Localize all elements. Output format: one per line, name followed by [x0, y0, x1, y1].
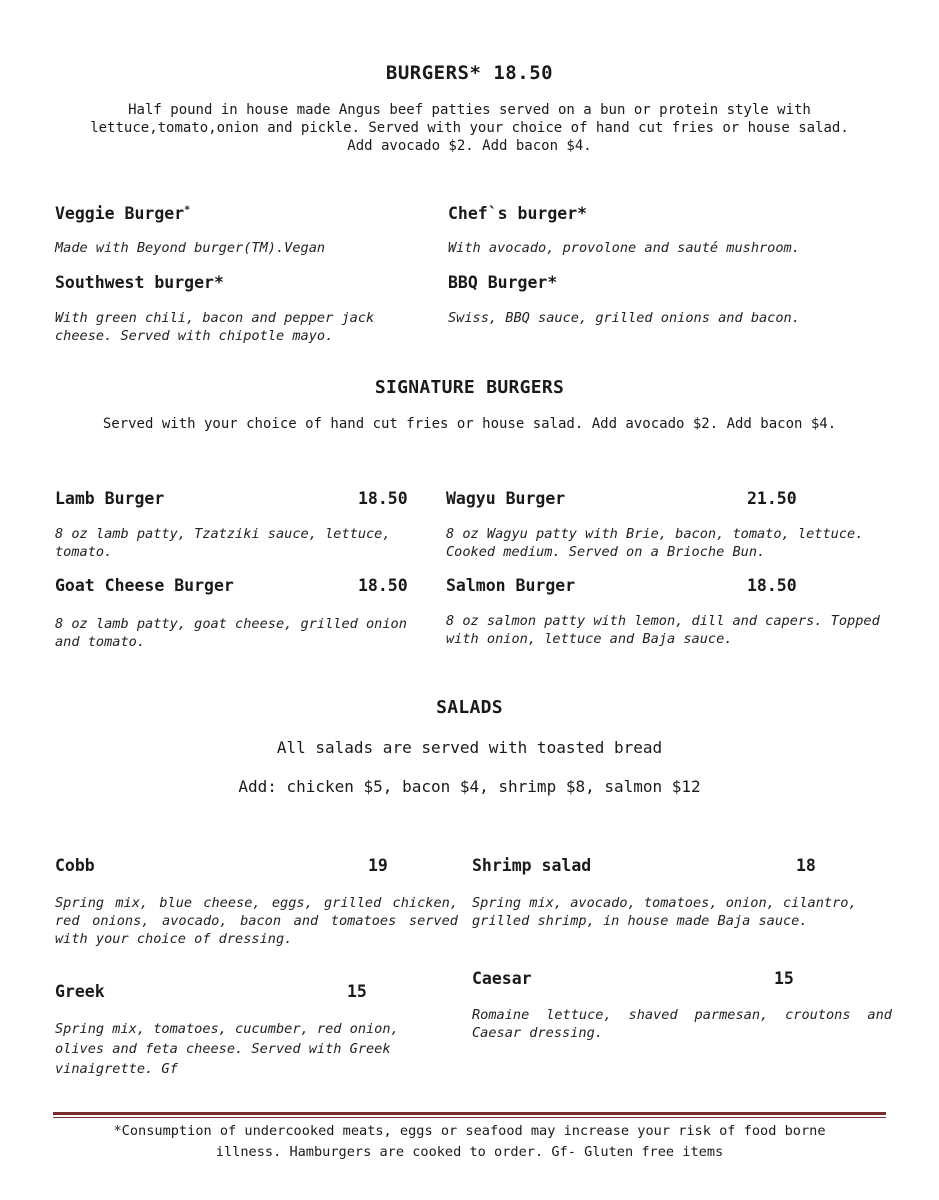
salads-intro-addons: Add: chicken $5, bacon $4, shrimp $8, salmon $12: [238, 777, 701, 796]
lamb-burger-name: Lamb Burger: [55, 489, 165, 508]
shrimp-salad-name: Shrimp salad: [472, 856, 592, 875]
caesar-desc: Romaine lettuce, shaved parmesan, croutons and Caesar dressing.: [472, 1007, 892, 1041]
veggie-burger-mark: *: [184, 204, 191, 216]
footer-rule-thick: [53, 1112, 886, 1115]
salmon-burger-desc: 8 oz salmon patty with lemon, dill and capers. Topped with onion, lettuce and Baja sauce.: [446, 613, 880, 647]
footer-line-1: *Consumption of undercooked meats, eggs or seafood may increase your risk of food borne: [113, 1123, 826, 1139]
chefs-burger-desc: With avocado, provolone and sauté mushroom.: [448, 240, 800, 256]
southwest-burger-name: Southwest burger*: [55, 273, 224, 292]
shrimp-salad-desc: Spring mix, avocado, tomatoes, onion, cilantro, grilled shrimp, in house made Baja sauce.: [472, 895, 857, 929]
greek-price: 15: [347, 982, 367, 1001]
goat-cheese-burger-desc: 8 oz lamb patty, goat cheese, grilled onion and tomato.: [55, 616, 407, 650]
cobb-name: Cobb: [55, 856, 95, 875]
goat-cheese-burger-price: 18.50: [358, 576, 408, 595]
shrimp-salad-price: 18: [796, 856, 816, 875]
goat-cheese-burger-name: Goat Cheese Burger: [55, 576, 234, 595]
bbq-burger-desc: Swiss, BBQ sauce, grilled onions and bacon.: [448, 310, 800, 326]
bbq-burger-name: BBQ Burger*: [448, 273, 558, 292]
caesar-name: Caesar: [472, 969, 532, 988]
cobb-price: 19: [368, 856, 388, 875]
burgers-intro-line-2: lettuce,tomato,onion and pickle. Served with your choice of hand cut fries or house salad.: [90, 120, 849, 136]
salads-title: SALADS: [436, 697, 503, 718]
wagyu-burger-price: 21.50: [747, 489, 797, 508]
wagyu-burger-desc: 8 oz Wagyu patty with Brie, bacon, tomato, lettuce. Cooked medium. Served on a Brioche Bun.: [446, 526, 864, 560]
burgers-title: BURGERS* 18.50: [385, 62, 554, 84]
veggie-burger-desc: Made with Beyond burger(TM).Vegan: [55, 240, 326, 256]
lamb-burger-desc: 8 oz lamb patty, Tzatziki sauce, lettuce, tomato.: [55, 526, 391, 560]
signature-title: SIGNATURE BURGERS: [374, 377, 565, 398]
wagyu-burger-name: Wagyu Burger: [446, 489, 566, 508]
salmon-burger-price: 18.50: [747, 576, 797, 595]
burgers-intro-line-3: Add avocado $2. Add bacon $4.: [347, 138, 592, 154]
salads-intro-bread: All salads are served with toasted bread: [276, 738, 663, 757]
veggie-burger-name: Veggie Burger*: [55, 204, 191, 223]
burgers-intro-line-1: Half pound in house made Angus beef patties served on a bun or protein style with: [128, 102, 811, 118]
footer-note: [20, 1121, 919, 1163]
greek-desc: Spring mix, tomatoes, cucumber, red onion, olives and feta cheese. Served with Greek vinaigrette. Gf: [55, 1021, 399, 1077]
burgers-intro: [40, 101, 899, 155]
footer-line-2: illness. Hamburgers are cooked to order. Gf- Gluten free items: [215, 1144, 724, 1160]
greek-name: Greek: [55, 982, 105, 1001]
footer-rule-thin: [53, 1117, 886, 1118]
lamb-burger-price: 18.50: [358, 489, 408, 508]
caesar-price: 15: [774, 969, 794, 988]
salmon-burger-name: Salmon Burger: [446, 576, 576, 595]
chefs-burger-name: Chef`s burger*: [448, 204, 588, 223]
signature-intro: Served with your choice of hand cut fries or house salad. Add avocado $2. Add bacon $4.: [102, 416, 837, 432]
cobb-desc: Spring mix, blue cheese, eggs, grilled chicken, red onions, avocado, bacon and tomatoes served with your choice of dressing.: [55, 895, 458, 947]
southwest-burger-desc: With green chili, bacon and pepper jack cheese. Served with chipotle mayo.: [55, 310, 375, 344]
